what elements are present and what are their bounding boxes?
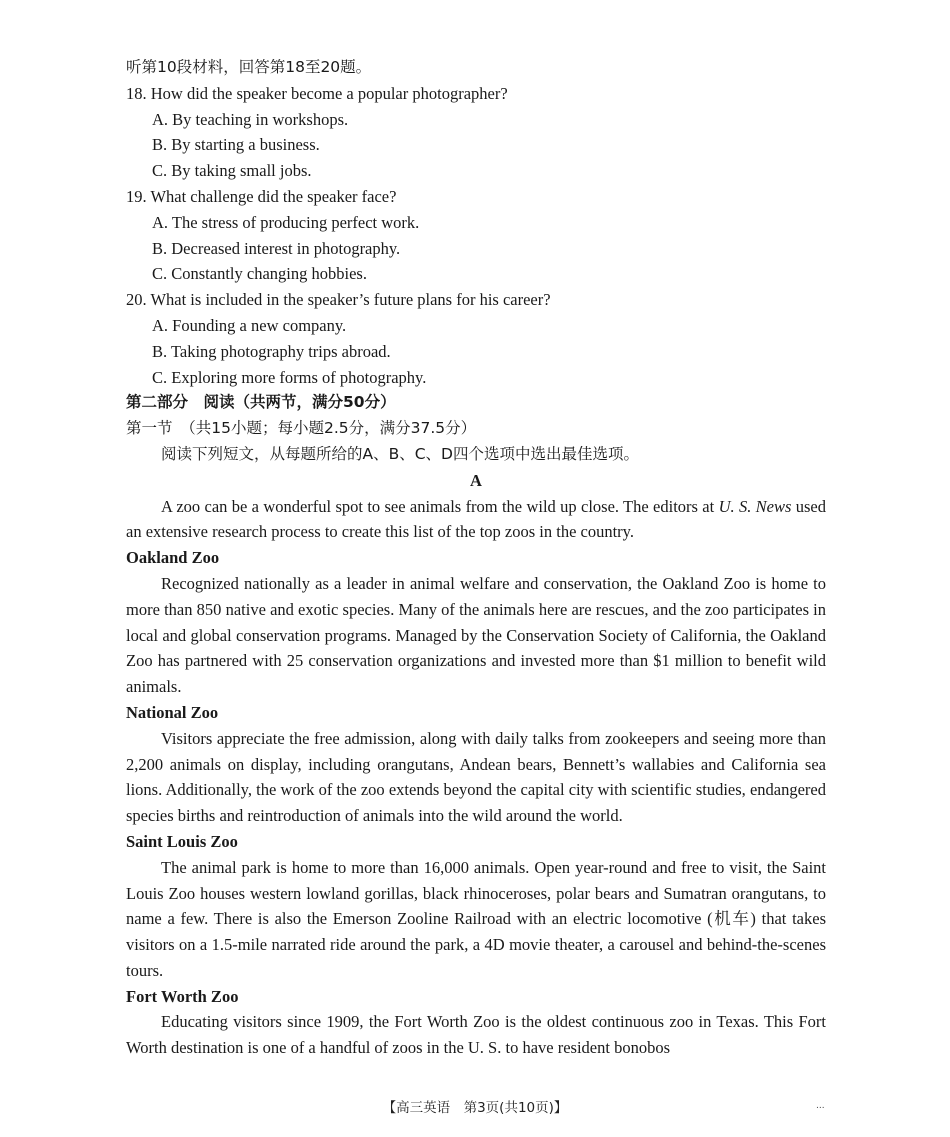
question-20 bbox=[126, 287, 826, 390]
corner-mark: ... bbox=[816, 1101, 825, 1111]
question-19 bbox=[126, 184, 826, 287]
question-18 bbox=[126, 81, 826, 184]
question-stem: 19. What challenge did the speaker face? bbox=[126, 186, 397, 206]
question-stem: 20. What is included in the speaker’s future plans for his career? bbox=[126, 290, 551, 310]
option-a: A. The stress of producing perfect work. bbox=[152, 212, 420, 232]
zoo-description: The animal park is home to more than 16,000 animals. Open year-round and free to visit, the Saint Louis Zoo houses western lowland gorillas, black rhinoceroses, polar bears and Sumatran orangutans, to name a few. There is also the Emerson Zooline Railroad with an electric locomotive (机车) that takes visitors on a 1.5-mile narrated ride around the park, a 4D movie theater, a carousel and behind-the-scenes tours. bbox=[126, 857, 826, 980]
zoo-heading: Fort Worth Zoo bbox=[126, 986, 239, 1006]
zoo-description: Visitors appreciate the free admission, along with daily talks from zookeepers and seeing more than 2,200 animals on display, including orangutans, Andean bears, Bennett’s wallabies and California sea lions. Additionally, the work of the zoo extends beyond the capital city with scientific studies, endangered species births and reintroduction of animals into the wild around the world. bbox=[126, 728, 826, 826]
passage-intro bbox=[126, 494, 826, 546]
zoo-description: Recognized nationally as a leader in animal welfare and conservation, the Oakland Zoo is home to more than 850 native and exotic species. Many of the animals here are rescues, and the zoo participates in local and global conservation programs. Managed by the Conservation Society of California, the Oakland Zoo has partnered with 25 conservation organizations and invested more than $1 million to benefit wild animals. bbox=[126, 573, 826, 697]
option-b: B. Decreased interest in photography. bbox=[152, 238, 401, 258]
part-title: 第二部分 阅读（共两节，满分50分） bbox=[126, 393, 396, 412]
zoo-heading: Saint Louis Zoo bbox=[126, 831, 238, 851]
listening-intro: 听第10段材料，回答第18至20题。 bbox=[126, 58, 372, 76]
question-stem: 18. How did the speaker become a popular photographer? bbox=[126, 83, 508, 103]
option-c: C. Exploring more forms of photography. bbox=[152, 367, 427, 387]
option-a: A. Founding a new company. bbox=[152, 315, 347, 335]
exam-page bbox=[126, 55, 826, 1061]
page-footer: 【高三英语 第3页(共10页)】 bbox=[382, 1100, 568, 1116]
reading-instruction: 阅读下列短文，从每题所给的A、B、C、D四个选项中选出最佳选项。 bbox=[161, 444, 639, 463]
option-c: C. Constantly changing hobbies. bbox=[152, 264, 367, 284]
option-a: A. By teaching in workshops. bbox=[152, 109, 349, 129]
option-b: B. By starting a business. bbox=[152, 135, 320, 155]
publication-name: U. S. News bbox=[718, 496, 792, 516]
zoo-heading: National Zoo bbox=[126, 702, 219, 722]
section-title: 第一节 （共15小题；每小题2.5分，满分37.5分） bbox=[126, 419, 477, 438]
option-b: B. Taking photography trips abroad. bbox=[152, 341, 391, 361]
intro-text-before: A zoo can be a wonderful spot to see animals from the wild up close. The editors at bbox=[161, 496, 719, 516]
option-c: C. By taking small jobs. bbox=[152, 161, 312, 181]
passage-label: A bbox=[470, 470, 482, 490]
intro-text-after: used an extensive research process to create this list of the top zoos in the country. bbox=[126, 496, 827, 542]
zoo-description: Educating visitors since 1909, the Fort Worth Zoo is the oldest continuous zoo in Texas. This Fort Worth destination is one of a handful of zoos in the U. S. to have resident bonobos bbox=[126, 1012, 826, 1058]
zoo-heading: Oakland Zoo bbox=[126, 548, 220, 568]
